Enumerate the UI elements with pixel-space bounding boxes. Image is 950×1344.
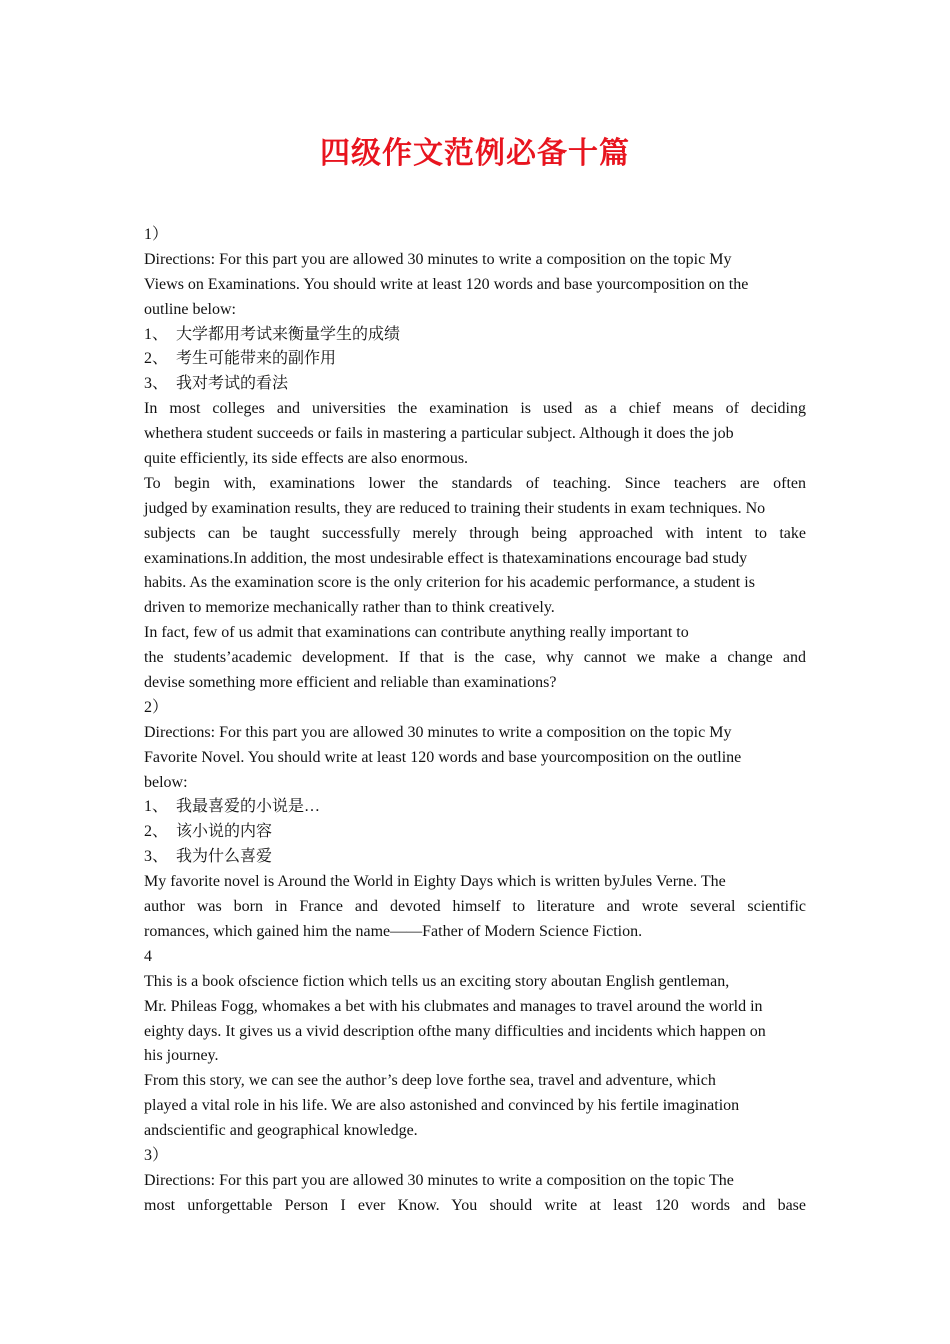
text-line: Favorite Novel. You should write at least 120 words and base yourcomposition on the outline: [144, 748, 742, 766]
text-line: played a vital role in his life. We are also astonished and convinced by his fertile imagination: [144, 1097, 740, 1115]
document-body: [144, 223, 806, 1219]
text-line: subjects can be taught successfully merely through being approached with intent to take: [144, 524, 806, 542]
text-line: 2、 该小说的内容: [144, 823, 273, 841]
text-line: 4: [144, 947, 152, 965]
text-line: Directions: For this part you are allowed 30 minutes to write a composition on the topic My: [144, 723, 732, 741]
text-line: 3、 我为什么喜爱: [144, 848, 273, 866]
text-line: most unforgettable Person I ever Know. You should write at least 120 words and base: [144, 1196, 806, 1214]
text-line: This is a book ofscience fiction which tells us an exciting story aboutan English gentleman,: [144, 972, 730, 990]
text-line: In most colleges and universities the examination is used as a chief means of deciding: [144, 400, 806, 418]
text-line: below:: [144, 773, 188, 791]
text-line: 2、 考生可能带来的副作用: [144, 350, 337, 368]
text-line: 1、 大学都用考试来衡量学生的成绩: [144, 325, 401, 343]
text-line: Directions: For this part you are allowed 30 minutes to write a composition on the topic The: [144, 1171, 734, 1189]
text-line: his journey.: [144, 1047, 219, 1065]
text-line: My favorite novel is Around the World in Eighty Days which is written byJules Verne. The: [144, 873, 726, 891]
text-line: devise something more efficient and reliable than examinations?: [144, 674, 557, 692]
text-line: Mr. Phileas Fogg, whomakes a bet with his clubmates and manages to travel around the world in: [144, 997, 763, 1015]
text-line: andscientific and geographical knowledge.: [144, 1122, 418, 1140]
text-line: driven to memorize mechanically rather than to think creatively.: [144, 599, 555, 617]
text-line: eighty days. It gives us a vivid description ofthe many difficulties and incidents which happen on: [144, 1022, 766, 1040]
text-line: romances, which gained him the name——Father of Modern Science Fiction.: [144, 922, 643, 940]
text-line: author was born in France and devoted himself to literature and wrote several scientific: [144, 898, 806, 916]
text-line: whethera student succeeds or fails in mastering a particular subject. Although it does the job: [144, 425, 734, 443]
text-line: 3）: [144, 1146, 169, 1164]
text-line: In fact, few of us admit that examinations can contribute anything really important to: [144, 624, 689, 642]
text-line: To begin with, examinations lower the standards of teaching. Since teachers are often: [144, 474, 806, 492]
text-line: habits. As the examination score is the only criterion for his academic performance, a student is: [144, 574, 755, 592]
text-line: Views on Examinations. You should write at least 120 words and base yourcomposition on the: [144, 275, 749, 293]
text-line: judged by examination results, they are reduced to training their students in exam techniques. No: [144, 499, 766, 517]
text-line: 1、 我最喜爱的小说是…: [144, 798, 321, 816]
text-line: examinations.In addition, the most undesirable effect is thatexaminations encourage bad study: [144, 549, 748, 567]
text-line: 2）: [144, 698, 169, 716]
text-line: quite efficiently, its side effects are also enormous.: [144, 450, 469, 468]
text-line: Directions: For this part you are allowed 30 minutes to write a composition on the topic My: [144, 250, 732, 268]
text-line: 3、 我对考试的看法: [144, 375, 289, 393]
page-title: 四级作文范例必备十篇: [320, 137, 630, 170]
text-line: From this story, we can see the author’s deep love forthe sea, travel and adventure, which: [144, 1072, 716, 1090]
text-line: 1）: [144, 226, 169, 243]
text-line: the students’academic development. If that is the case, why cannot we make a change and: [144, 649, 806, 667]
text-line: outline below:: [144, 300, 236, 318]
